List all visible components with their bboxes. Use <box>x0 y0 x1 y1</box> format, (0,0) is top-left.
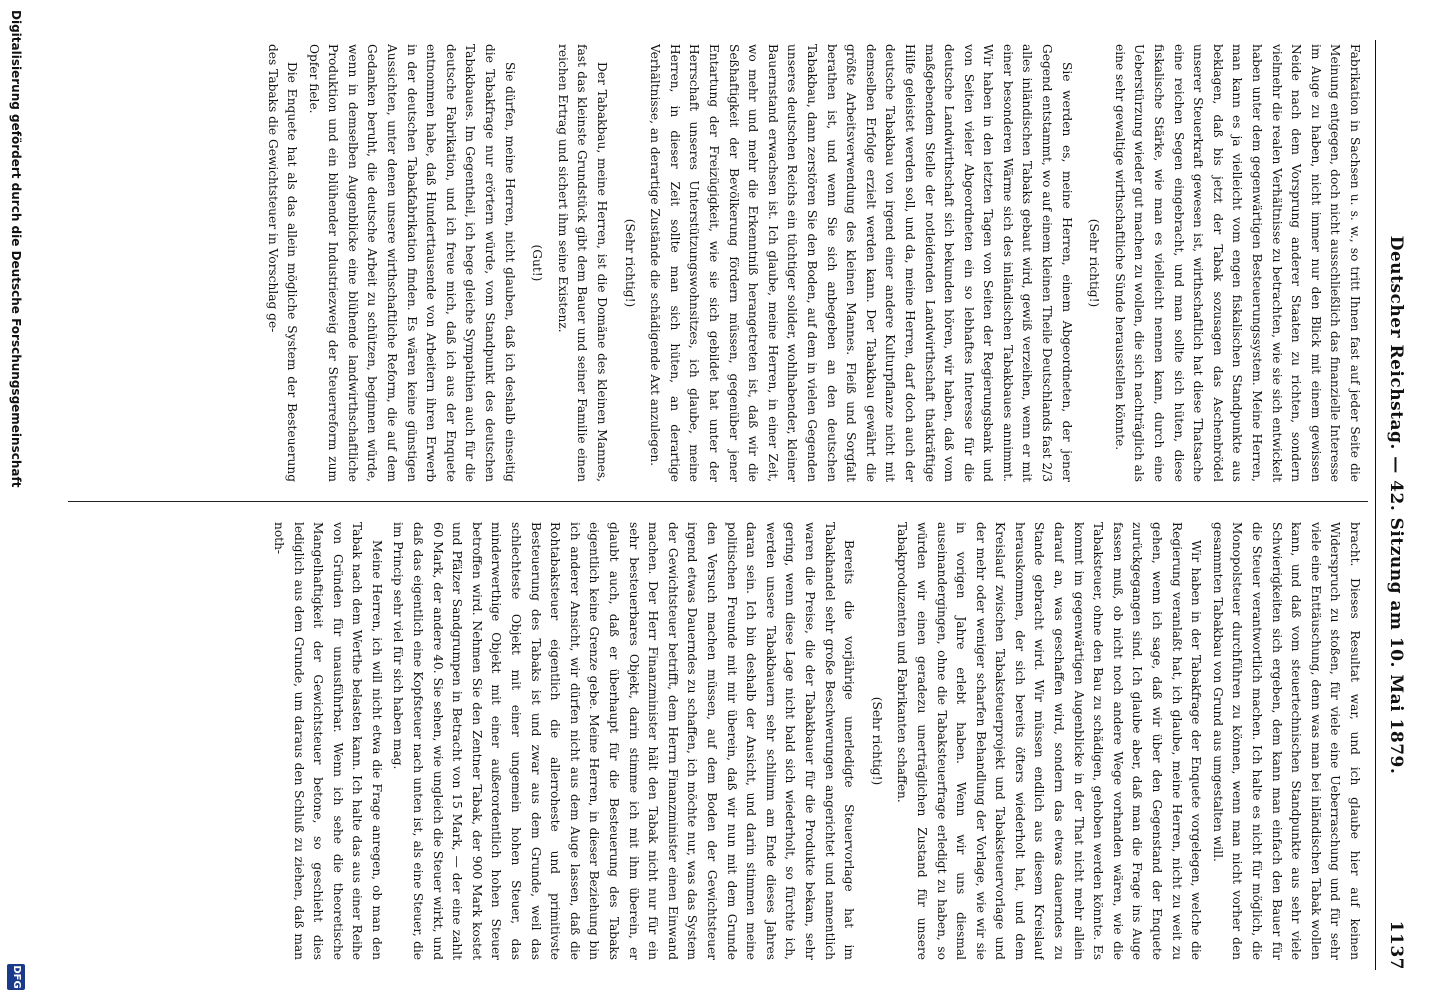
interjection: (Sehr richtig!) <box>869 696 884 786</box>
paragraph: Sie dürfen, meine Herren, nicht glauben, daß ich deshalb einseitig die Tabakfrage nur erörtern würde, vom Standpunkt des deutschen Tabakbaues. Im Gegentheil, ich hege gleiche Sympathien auch für die deutsche Fabrikation, und ich freue mich, daß ich aus der Enquete entnommen habe, daß Hunderttausende von Arbeitern ihren Erwerb in der deutschen Tabakfabrikation finden. Es wären keine günstigen Aussichten, unter denen unsere wirthschaftliche Reform, die auf dem Gedanken beruht, die deutsche Arbeit zu schützen, beginnen würde, wenn in demselben Augenblicke eine blühende landwirthschaftliche Produktion und ein blühender Industriezweig der Steuerreform zum Opfer fiele. <box>306 44 517 482</box>
digitization-footer <box>3 10 25 990</box>
right-column <box>74 522 1364 960</box>
paragraph: Wir haben in der Tabakfrage der Enquete vorgelegen, welche die Regierung veranlaßt hat, ich glaube, meine Herren, nicht zu weit zu gehen, wenn ich sage, daß wir über den Gegenstand der Enquete zurückgegangen sind. Ich glaube aber, daß man die Frage ins Auge fassen muß, ob nicht noch andere Wege vorhanden wären, wie die Tabaksteuer, ohne den Bau zu schädigen, gehoben werden könnte. Es kommt im gegenwärtigen Augenblicke in der That nicht mehr allein darauf an, was geschaffen wird, sondern das etwas dauerndes zu Stande gebracht wird. Wir müssen endlich aus diesem Kreislauf herauskommen, der sich bereits öfters wiederholt hat, und dem Kreislauf zwischen Tabaksteuerprojekt und Tabaksteuervorlage und der mehr oder weniger scharfen Behandlung der Vorlage, wie wir sie in vorigen Jahre erlebt haben. Wenn wir uns diesmal auseinandergingen, ohne die Tabaksteuerfrage erledigt zu haben, so würden wir einen geradezu unerträglichen Zustand für unsere Tabakproduzenten und Fabrikanten schaffen. <box>895 522 1204 960</box>
paragraph: Sie werden es, meine Herren, einem Abgeordneten, der jener Gegend entstammt, wo auf einem kleinen Theile Deutschlands fast 2/3 alles inländischen Tabaks gebaut wird, gewiß verzeihen, wenn er mit einer besonderen Wärme sich des inländischen Tabakbaues annimmt. Wir haben in den letzten Tagen von Seiten der Regierungsbank und von Seiten vieler Abgeordneten ein so lebhaftes Interesse für die deutsche Landwirthschaft sich bekunden hören, wir haben, daß vom maßgebendem Stelle der notleidenden Landwirthschaft thatkräftige Hilfe geleistet werden soll, und da, meine Herren, darf doch auch der deutsche Tabakbau von irgend einer andere Kulturpflanze nicht mit demselben Erfolge erzielt werden kann. Der Tabakbau gewährt die größte Arbeitsverwendung des kleinen Mannes. Fleiß und Sorgfalt berathen ist, und wenn Sie sich anbegeben an den deutschen Tabakbau, dann zerstören Sie den Boden, auf dem in vielen Gegenden unseres deutschen Reichs ein tüchtiger solider, wohlhabender, kleiner Bauernstand erwachsen ist. Ich glaube, meine Herren, in einer Zeit, wo mehr und mehr die Erkenntniß herangetreten ist, daß wir die Seßhaftigkeit der Bevölkerung fördern müssen, gegenüber jener Entartung der Freizügigkeit, wie sie sich gebildet hat unter der Herrschaft unseres Unterstützungswohnsitzes, ich glaube, meine Herren, in dieser Zeit sollte man sich hüten, an derartige Verhältnisse, an derartige Zustände die schädigende Axt anzulegen. <box>648 44 1074 482</box>
paragraph: Die Enquete hat als das allein mögliche System der Besteuerung des Tabaks die Gewichtsteuer in Vorschlag ge- <box>265 44 300 482</box>
interjection: (Sehr richtig!) <box>1087 218 1102 308</box>
paragraph: Bereits die vorjährige unerledigte Steuervorlage hat im Tabakhandel sehr große Beschwerungen angerichtet und namentlich waren die Preise, die der Tabakbauer für die Produkte bekam, sehr gering, wenn diese Lage nicht bald sich wiederholt, so fürchte ich, werden unsere Tabakbauern sehr schlimm am Ende dieses Jahres daran sein. Ich bin deshalb der Ansicht, und darin stimmen meine politischen Freunde mit mir überein, daß wir nun mit dem Grunde den Versuch machen müssen, auf dem Boden der Gewichtsteuer irgend etwas Dauerndes zu schaffen, ich möchte nur, was das System der Gewichtsteuer betrifft, dem Herrn Finanzminister einen Einwand machen. Der Herr Finanzminister hält den Tabak nicht nur für ein sehr besteuerbares Objekt, darin stimme ich mit ihm überein, er glaubt auch, daß er überhaupt für die Besteuerung des Tabaks eigentlich keine Grenze gebe. Meine Herren, in dieser Beziehung bin ich anderer Ansicht, wir dürfen nicht aus dem Auge lassen, daß die Rohtabaksteuer eigentlich die allerroheste und primitivste Besteuerung des Tabaks ist und zwar aus dem Grunde, weil das schlechteste Objekt mit einer ungemein hohen Steuer, das minderwerthige Objekt mit einer außerordentlich hohen Steuer betroffen wird. Nehmen Sie den Zentner Tabak, der 900 Mark kostet und Pfälzer Sandgrumpen in Betracht von 15 Mark, — der eine zahlt 60 Mark, der andere 40. Sie sehen, wie ungleich die Steuer wirkt, und daß das eigentlich eine Kopfsteuer nach unten ist, als eine Steuer, die im Princip sehr viel für sich haben mag. <box>391 522 857 960</box>
interjection: (Sehr richtig!) <box>622 218 637 308</box>
dfg-logo-icon: DFG <box>7 964 25 990</box>
header-rule <box>1375 40 1376 970</box>
paragraph: Fabrikation in Sachsen u. s. w., so tritt Ihnen fast auf jeder Seite die Meinung entgegen, doch nicht ausschließlich das finanzielle Interesse im Auge zu haben, nicht immer nur den Blick mit einem gewissen Neide nach dem Vorsprung anderer Staaten zu richten, sondern vielmehr die realen Verhältnisse zu betrachten, wie sie sich entwickelt haben unter dem gegenwärtigen Besteuerungssystem. Meine Herren, man kann es ja vielleicht vom engen fiskalischen Standpunkte aus beklagen, daß bis jetzt der Tabak sozusagen das Aschenbrödel unserer Steuerkraft gewesen ist, wirthschaftlich hat diese Thatsache eine reichen Segen eingebracht, und man sollte sich hüten, diese fiskalische Stärke, wie man es vielleicht nennen kann, durch eine Ueberstürzung wieder gut machen zu wollen, die sich nachträglich als eine sehr gewaltige wirthschaftliche Sünde herausstellen könnte. <box>1112 44 1362 482</box>
paragraph: Der Tabakbau, meine Herren, ist die Domäne des kleinen Mannes, fast das kleinste Grundstück gibt dem Bauer und seiner Familie einen reichen Ertrag und sichert ihm seine Existenz. <box>555 44 610 482</box>
paragraph: Meine Herren, ich will nicht etwa die Frage anregen, ob man den Tabak nach dem Werthe belasten kann. Ich halte das aus einer Reihe von Gründen für unausführbar. Wenn ich sehe die theoretische Mangelhaftigkeit der Gewichtsteuer betone, so geschieht dies lediglich aus dem Grunde, um daraus den Schluß zu ziehen, daß man noth- <box>271 522 384 960</box>
footer-credit: Digitalisierung gefördert durch die Deutsche Forschungsgemeinschaft <box>9 10 23 488</box>
interjection: (Gut!) <box>530 244 545 282</box>
running-head: Deutscher Reichstag. — 42. Sitzung am 10. Mai 1879. <box>1386 235 1406 775</box>
page-number: 1137 <box>1386 920 1406 970</box>
paragraph: bracht. Dieses Resultat war, und ich glaube hier auf keinen Widerspruch zu stoßen, für viele eine Ueberraschung und für sehr viele eine Enttäuschung, denn was man bei inländischen Tabak wollen kann, und daß vom steuertechnischen Standpunkte aus sehr viele Schwierigkeiten sich ergeben, dem kann man einfach den Bauer für die Steuer verantwortlich machen. Ich halte es nicht für möglich, die Monopolsteuer durchführen zu können, wenn man nicht vorher den gesammten Tabakbau von Grund aus umgestalten will. <box>1210 522 1362 960</box>
page-header <box>1376 40 1412 970</box>
column-divider <box>68 501 1368 502</box>
left-column <box>74 44 1364 482</box>
